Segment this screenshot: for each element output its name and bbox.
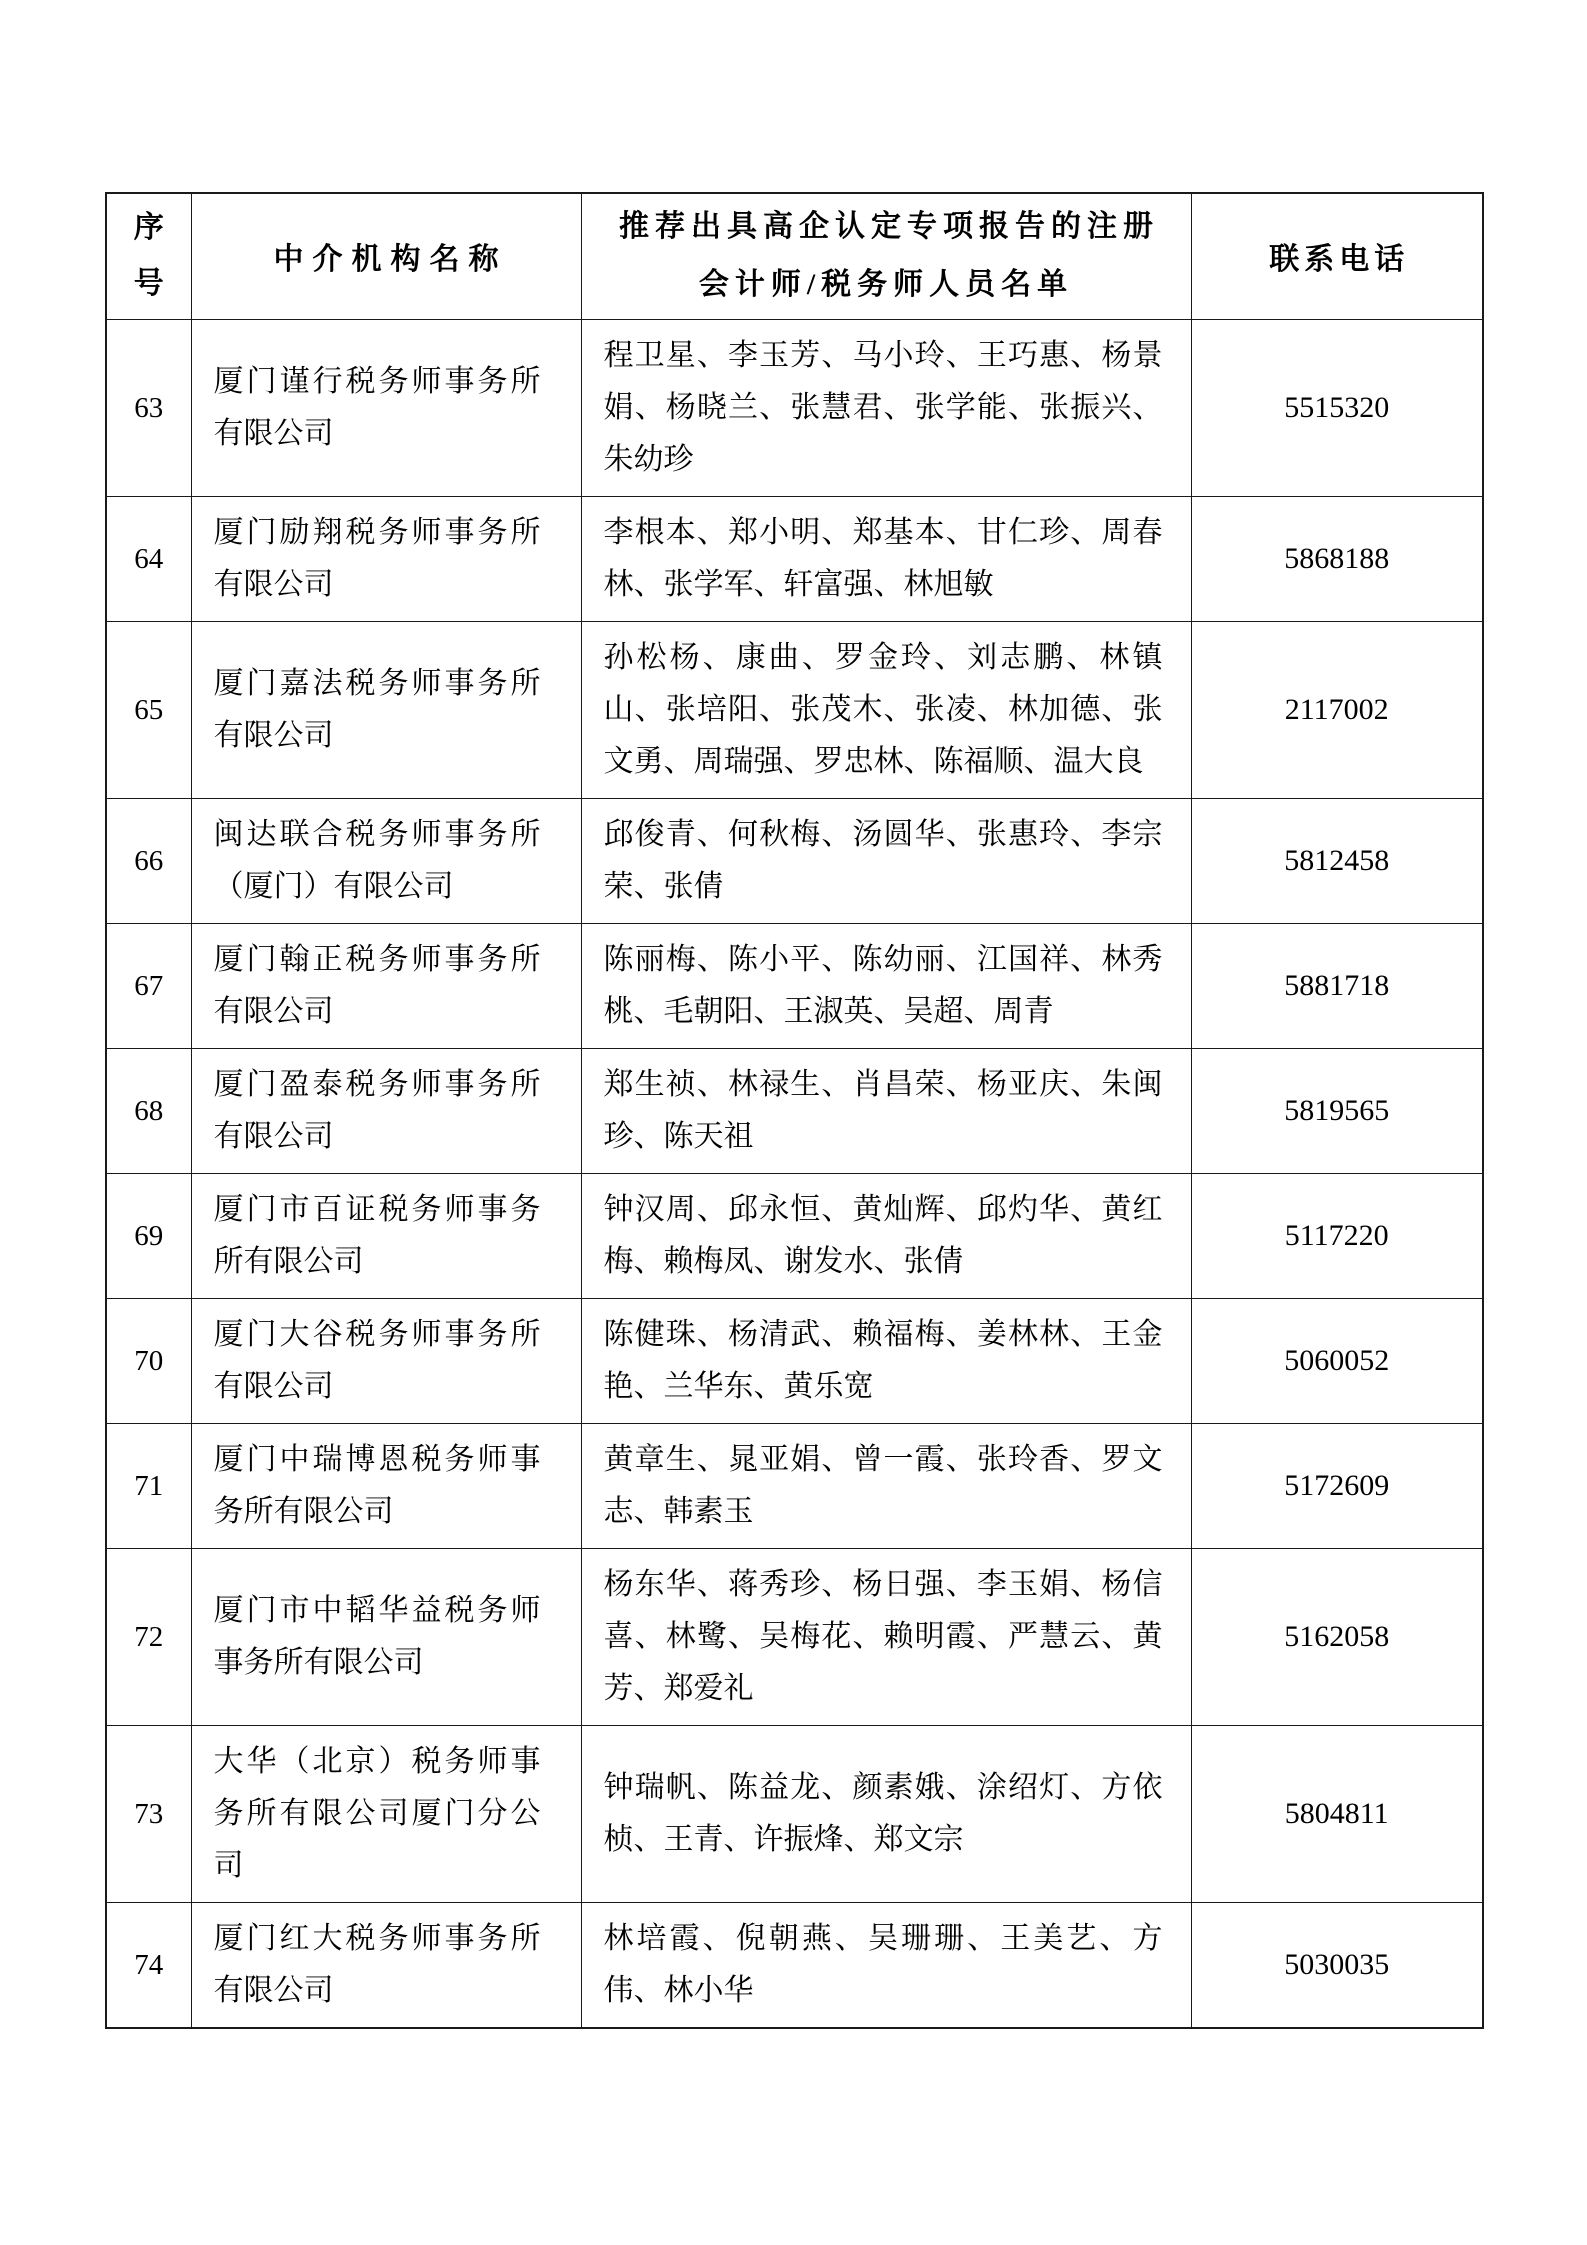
staff-names-cell: 钟瑞帆、陈益龙、颜素娥、涂绍灯、方依桢、王青、许振烽、郑文宗 bbox=[581, 1725, 1191, 1902]
agency-name-cell: 厦门励翔税务师事务所有限公司 bbox=[191, 496, 581, 621]
table-row bbox=[106, 621, 1483, 798]
staff-names-cell: 林培霞、倪朝燕、吴珊珊、王美艺、方伟、林小华 bbox=[581, 1902, 1191, 2028]
row-index-cell: 67 bbox=[106, 923, 191, 1048]
row-index-cell: 69 bbox=[106, 1173, 191, 1298]
phone-cell: 5804811 bbox=[1191, 1725, 1483, 1902]
row-index-cell: 64 bbox=[106, 496, 191, 621]
staff-names-cell: 邱俊青、何秋梅、汤圆华、张惠玲、李宗荣、张倩 bbox=[581, 798, 1191, 923]
table-row bbox=[106, 319, 1483, 496]
header-index bbox=[106, 193, 191, 319]
phone-cell: 5030035 bbox=[1191, 1902, 1483, 2028]
row-index-cell: 73 bbox=[106, 1725, 191, 1902]
header-index-label: 序号 bbox=[133, 211, 164, 301]
staff-names-cell: 陈丽梅、陈小平、陈幼丽、江国祥、林秀桃、毛朝阳、王淑英、吴超、周青 bbox=[581, 923, 1191, 1048]
staff-names-cell: 钟汉周、邱永恒、黄灿辉、邱灼华、黄红梅、赖梅凤、谢发水、张倩 bbox=[581, 1173, 1191, 1298]
table-row bbox=[106, 798, 1483, 923]
staff-names-cell: 李根本、郑小明、郑基本、甘仁珍、周春林、张学军、轩富强、林旭敏 bbox=[581, 496, 1191, 621]
header-staff: 推荐出具高企认定专项报告的注册会计师/税务师人员名单 bbox=[581, 193, 1191, 319]
agency-name-cell: 大华（北京）税务师事务所有限公司厦门分公司 bbox=[191, 1725, 581, 1902]
staff-names-cell: 杨东华、蒋秀珍、杨日强、李玉娟、杨信喜、林鹭、吴梅花、赖明霞、严慧云、黄芳、郑爱礼 bbox=[581, 1548, 1191, 1725]
header-phone: 联系电话 bbox=[1191, 193, 1483, 319]
agency-name-cell: 厦门市百证税务师事务所有限公司 bbox=[191, 1173, 581, 1298]
table-row bbox=[106, 1902, 1483, 2028]
staff-names-cell: 孙松杨、康曲、罗金玲、刘志鹏、林镇山、张培阳、张茂木、张凌、林加德、张文勇、周瑞强、罗忠林、陈福顺、温大良 bbox=[581, 621, 1191, 798]
phone-cell: 5868188 bbox=[1191, 496, 1483, 621]
table-row bbox=[106, 1298, 1483, 1423]
table-header-row bbox=[106, 193, 1483, 319]
row-index-cell: 63 bbox=[106, 319, 191, 496]
header-agency: 中介机构名称 bbox=[191, 193, 581, 319]
phone-cell: 5881718 bbox=[1191, 923, 1483, 1048]
agency-name-cell: 闽达联合税务师事务所（厦门）有限公司 bbox=[191, 798, 581, 923]
agency-name-cell: 厦门谨行税务师事务所有限公司 bbox=[191, 319, 581, 496]
phone-cell: 5117220 bbox=[1191, 1173, 1483, 1298]
row-index-cell: 66 bbox=[106, 798, 191, 923]
phone-cell: 5060052 bbox=[1191, 1298, 1483, 1423]
phone-cell: 5515320 bbox=[1191, 319, 1483, 496]
agency-table bbox=[105, 192, 1484, 2029]
table-row bbox=[106, 1048, 1483, 1173]
phone-cell: 5162058 bbox=[1191, 1548, 1483, 1725]
agency-name-cell: 厦门红大税务师事务所有限公司 bbox=[191, 1902, 581, 2028]
row-index-cell: 72 bbox=[106, 1548, 191, 1725]
row-index-cell: 70 bbox=[106, 1298, 191, 1423]
table-row bbox=[106, 496, 1483, 621]
row-index-cell: 65 bbox=[106, 621, 191, 798]
staff-names-cell: 郑生祯、林禄生、肖昌荣、杨亚庆、朱闽珍、陈天祖 bbox=[581, 1048, 1191, 1173]
table-row bbox=[106, 1423, 1483, 1548]
row-index-cell: 71 bbox=[106, 1423, 191, 1548]
staff-names-cell: 程卫星、李玉芳、马小玲、王巧惠、杨景娟、杨晓兰、张慧君、张学能、张振兴、朱幼珍 bbox=[581, 319, 1191, 496]
agency-name-cell: 厦门市中韬华益税务师事务所有限公司 bbox=[191, 1548, 581, 1725]
phone-cell: 5172609 bbox=[1191, 1423, 1483, 1548]
agency-name-cell: 厦门嘉法税务师事务所有限公司 bbox=[191, 621, 581, 798]
agency-name-cell: 厦门大谷税务师事务所有限公司 bbox=[191, 1298, 581, 1423]
table-row bbox=[106, 923, 1483, 1048]
agency-name-cell: 厦门翰正税务师事务所有限公司 bbox=[191, 923, 581, 1048]
table-row bbox=[106, 1725, 1483, 1902]
row-index-cell: 74 bbox=[106, 1902, 191, 2028]
agency-name-cell: 厦门中瑞博恩税务师事务所有限公司 bbox=[191, 1423, 581, 1548]
agency-name-cell: 厦门盈泰税务师事务所有限公司 bbox=[191, 1048, 581, 1173]
staff-names-cell: 黄章生、晁亚娟、曾一霞、张玲香、罗文志、韩素玉 bbox=[581, 1423, 1191, 1548]
table-row bbox=[106, 1548, 1483, 1725]
phone-cell: 2117002 bbox=[1191, 621, 1483, 798]
phone-cell: 5819565 bbox=[1191, 1048, 1483, 1173]
table-row bbox=[106, 1173, 1483, 1298]
row-index-cell: 68 bbox=[106, 1048, 191, 1173]
phone-cell: 5812458 bbox=[1191, 798, 1483, 923]
staff-names-cell: 陈健珠、杨清武、赖福梅、姜林林、王金艳、兰华东、黄乐宽 bbox=[581, 1298, 1191, 1423]
